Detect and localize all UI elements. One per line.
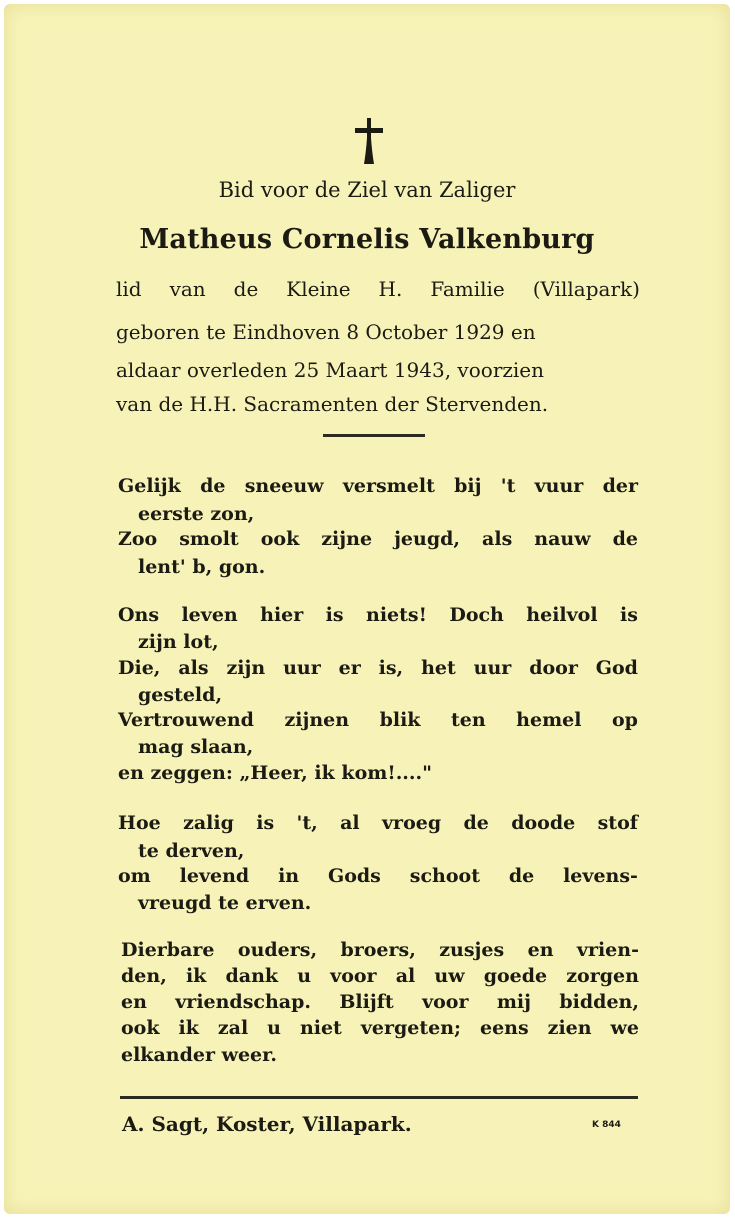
info-line [116,358,640,382]
deceased-name: Matheus Cornelis Valkenburg [139,224,595,255]
closing-line: ook ik zal u niet vergeten; eens zien we [121,1017,639,1039]
info-line-text: lid van de Kleine H. Familie (Villapark) [116,277,640,301]
verse-line: om levend in Gods schoot de levens- [118,865,638,887]
info-line-text: aldaar overleden 25 Maart 1943, voorzien [116,358,545,382]
info-line [116,320,640,344]
verse-line: mag slaan, [138,736,254,758]
verse-line: Ons leven hier is niets! Doch heilvol is [118,604,638,626]
verse-line: eerste zon, [138,503,255,525]
cross-icon [352,116,386,166]
memorial-card [4,4,730,1214]
intro-text: Bid voor de Ziel van Zaliger [218,178,516,202]
closing-line: en vriendschap. Blijft voor mij bidden, [121,991,639,1013]
verse-line: zijn lot, [138,631,219,653]
divider [323,434,425,437]
verse-line: Die, als zijn uur er is, het uur door God [118,657,638,679]
info-line-text: geboren te Eindhoven 8 October 1929 en [116,320,536,344]
verse-line: vreugd te erven. [138,892,312,914]
verse-line: en zeggen: „Heer, ik kom!...." [118,762,433,784]
printer-credit: A. Sagt, Koster, Villapark. [122,1112,412,1136]
verse-line: lent' b, gon. [138,556,266,578]
verse-line: te derven, [138,840,245,862]
info-line [116,277,640,301]
info-line-text: van de H.H. Sacramenten der Stervenden. [116,392,549,416]
verse-line: Vertrouwend zijnen blik ten hemel op [118,709,638,731]
verse-line: Gelijk de sneeuw versmelt bij 't vuur der [118,475,638,497]
info-line [116,392,640,416]
closing-line: Dierbare ouders, broers, zusjes en vrien- [121,939,639,961]
divider [120,1096,638,1099]
print-code: K 844 [592,1120,621,1130]
closing-line: elkander weer. [121,1044,278,1066]
closing-line: den, ik dank u voor al uw goede zorgen [121,965,639,987]
verse-line: Zoo smolt ook zijne jeugd, als nauw de [118,528,638,550]
verse-line: Hoe zalig is 't, al vroeg de doode stof [118,812,638,834]
verse-line: gesteld, [138,684,223,706]
